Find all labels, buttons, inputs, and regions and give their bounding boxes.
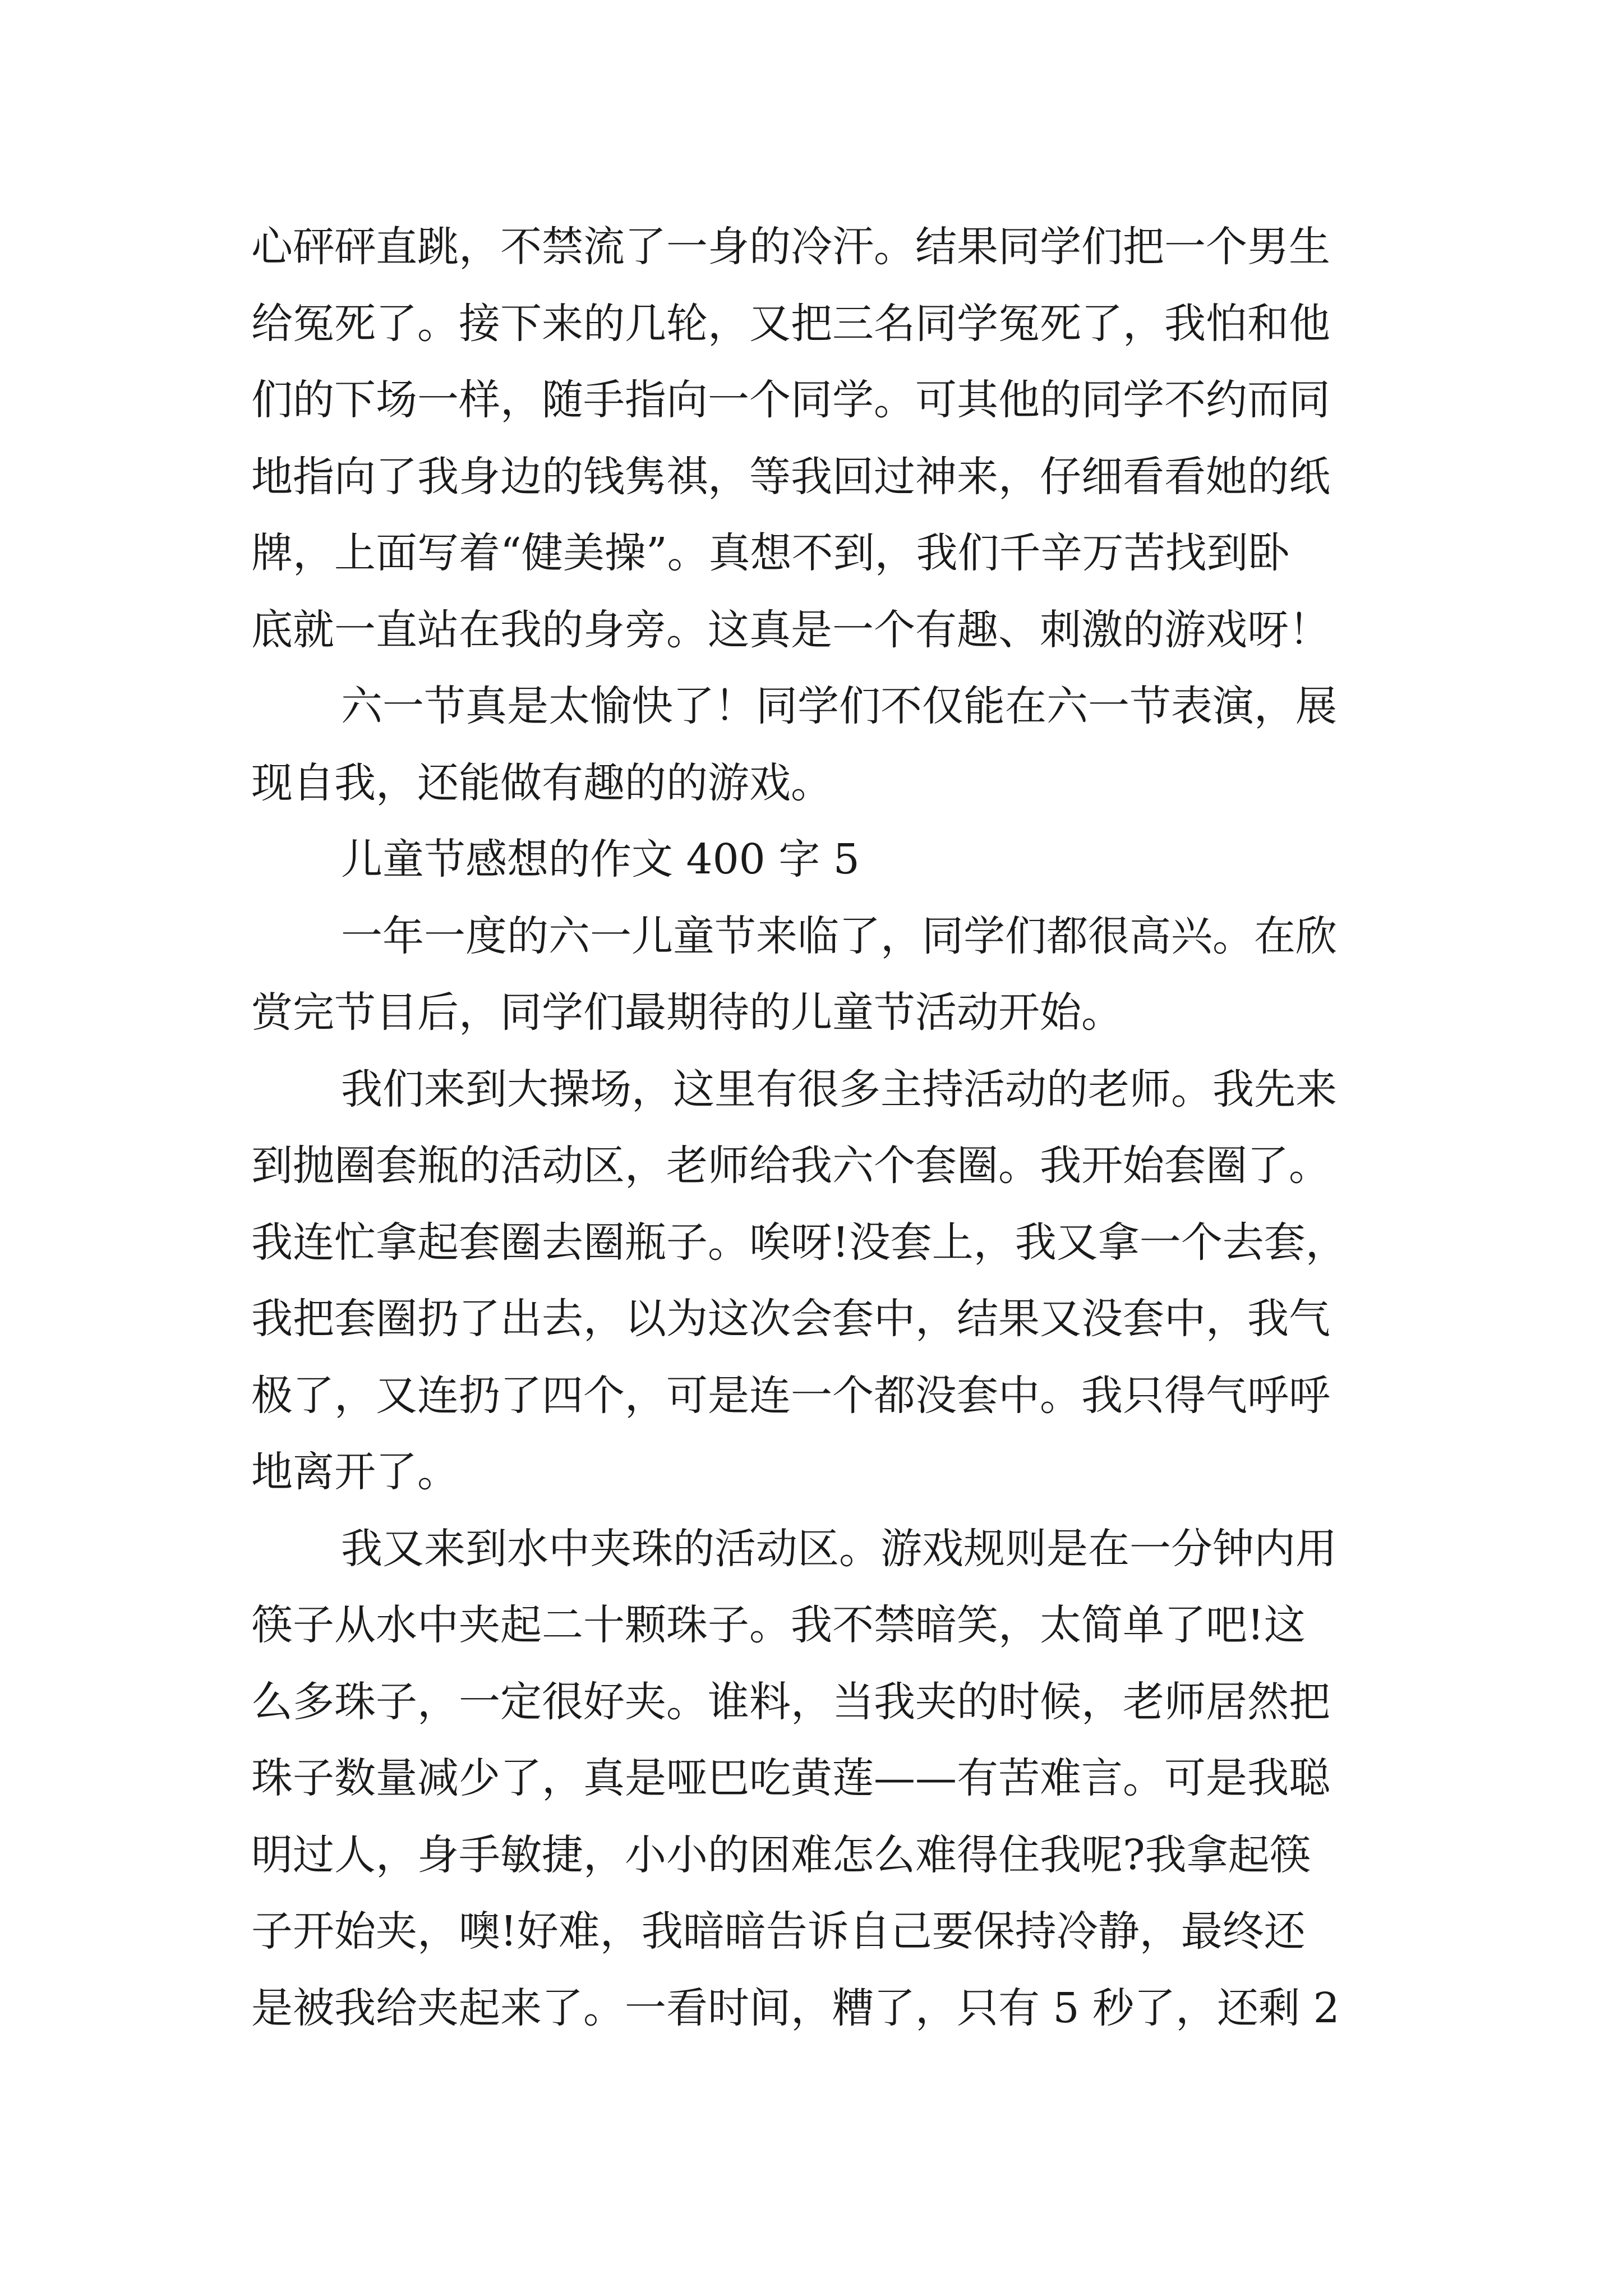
- text-line: 我连忙拿起套圈去圈瓶子。唉呀!没套上，我又拿一个去套，: [251, 1218, 1347, 1267]
- paragraph-start-line: 我们来到大操场，这里有很多主持活动的老师。我先来: [341, 1065, 1337, 1114]
- text-line: 地指向了我身边的钱隽祺，等我回过神来，仔细看看她的纸: [251, 452, 1330, 501]
- body-text: [251, 209, 1373, 2046]
- text-line: 赏完节目后，同学们最期待的儿童节活动开始。: [251, 988, 1123, 1037]
- text-line: 我把套圈扔了出去，以为这次会套中，结果又没套中，我气: [251, 1295, 1330, 1343]
- text-line: 心砰砰直跳，不禁流了一身的冷汗。结果同学们把一个男生: [251, 223, 1330, 271]
- text-line: 明过人，身手敏捷，小小的困难怎么难得住我呢?我拿起筷: [251, 1830, 1311, 1879]
- text-line: 们的下场一样，随手指向一个同学。可其他的同学不约而同: [251, 376, 1330, 424]
- text-line: 给冤死了。接下来的几轮，又把三名同学冤死了，我怕和他: [251, 299, 1330, 348]
- paragraph-start-line: 六一节真是太愉快了！同学们不仅能在六一节表演，展: [341, 682, 1337, 730]
- text-line: 筷子从水中夹起二十颗珠子。我不禁暗笑，太简单了吧!这: [251, 1601, 1306, 1649]
- text-line: 是被我给夹起来了。一看时间，糟了，只有 5 秒了，还剩 2: [251, 1984, 1340, 2032]
- text-line: 底就一直站在我的身旁。这真是一个有趣、刺激的游戏呀！: [251, 605, 1330, 654]
- section-heading: 儿童节感想的作文 400 字 5: [341, 835, 860, 884]
- text-line: 到抛圈套瓶的活动区，老师给我六个套圈。我开始套圈了。: [251, 1142, 1330, 1190]
- text-line: 珠子数量减少了，真是哑巴吃黄莲——有苦难言。可是我聪: [251, 1754, 1330, 1802]
- paragraph-start-line: 一年一度的六一儿童节来临了，同学们都很高兴。在欣: [341, 912, 1337, 960]
- text-line: 现自我，还能做有趣的的游戏。: [251, 758, 832, 807]
- text-line: 子开始夹，噢!好难，我暗暗告诉自己要保持冷静，最终还: [251, 1907, 1306, 1955]
- text-line: 牌，上面写着“健美操”。真想不到，我们千辛万苦找到卧: [251, 529, 1290, 577]
- text-line: 么多珠子，一定很好夹。谁料，当我夹的时候，老师居然把: [251, 1677, 1330, 1726]
- paragraph-start-line: 我又来到水中夹珠的活动区。游戏规则是在一分钟内用: [341, 1524, 1337, 1573]
- text-line: 地离开了。: [251, 1448, 459, 1496]
- text-line: 极了，又连扔了四个，可是连一个都没套中。我只得气呼呼: [251, 1371, 1330, 1420]
